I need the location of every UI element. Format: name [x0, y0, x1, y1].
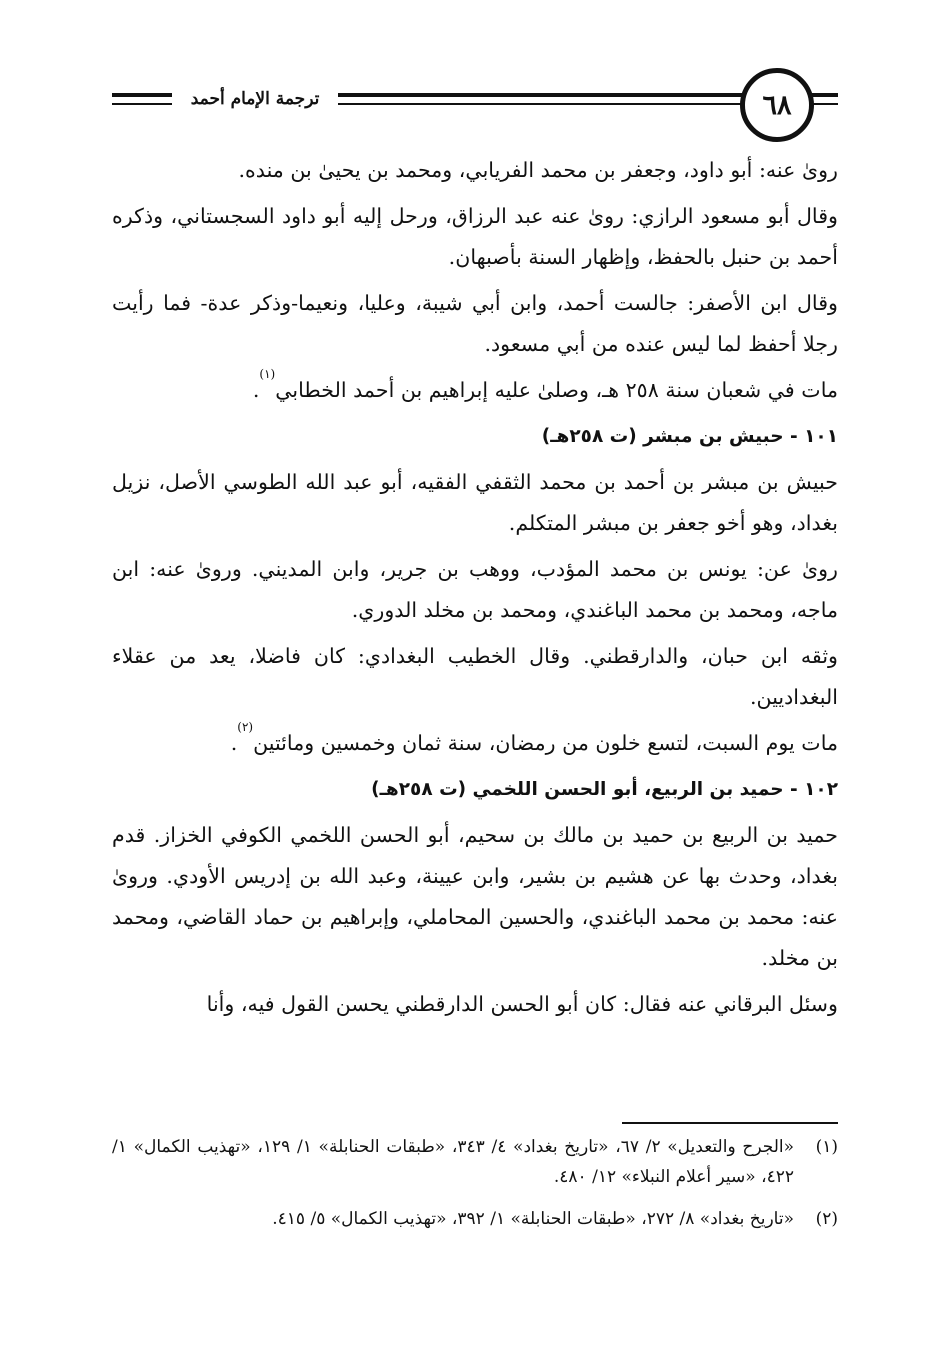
paragraph: رویٰ عنه: أبو داود، وجعفر بن محمد الفريابي، ومحمد بن يحيىٰ بن منده.: [238, 158, 838, 182]
footnotes: [112, 1132, 838, 1246]
page-number: ٦٨: [740, 68, 814, 142]
paragraph: وقال أبو مسعود الرازي: رویٰ عنه عبد الرزاق، ورحل إليه أبو داود السجستاني، وذكره أحمد بن حنبل بالحفظ، وإظهار السنة بأصبهان.: [112, 204, 838, 269]
paragraph: وقال ابن الأصفر: جالست أحمد، وابن أبي شيبة، وعليا، ونعيما-وذكر عدة- فما رأيت رجلا أحفظ لما ليس عنده من أبي مسعود.: [112, 291, 838, 356]
footnote: [112, 1204, 838, 1234]
footnote-marker: (١): [259, 367, 276, 381]
footnote-marker: (٢): [237, 720, 254, 734]
footnote-text: «الجرح والتعديل» ٢/ ٦٧، «تاريخ بغداد» ٤/ ٣٤٣، «طبقات الحنابلة» ١/ ١٢٩، «تهذيب الكمال» ١/ ٤٢٢، «سير أعلام النبلاء» ١٢/ ٤٨٠.: [112, 1137, 794, 1187]
paragraph: رویٰ عن: يونس بن محمد المؤدب، ووهب بن جرير، وابن المديني. ورویٰ عنه: ابن ماجه، ومحمد بن محمد الباغندي، ومحمد بن مخلد الدوري.: [112, 557, 838, 622]
main-text: [112, 150, 838, 1030]
footnote-number: (٢): [815, 1209, 838, 1229]
paragraph-text: مات يوم السبت، لتسع خلون من رمضان، سنة ثمان وخمسين ومائتين: [253, 731, 838, 755]
footnote-number: (١): [815, 1137, 838, 1157]
paragraph-end: .: [230, 731, 238, 755]
entry-heading: ١٠١ - حبيش بن مبشر (ت ٢٥٨هـ): [541, 426, 838, 447]
paragraph-end: .: [252, 378, 260, 402]
running-title: ترجمة الإمام أحمد: [172, 84, 338, 114]
paragraph: وثقه ابن حبان، والدارقطني. وقال الخطيب البغدادي: كان فاضلا، يعد من عقلاء البغداديين.: [112, 644, 838, 709]
footnote: [112, 1132, 838, 1192]
paragraph-text: مات في شعبان سنة ٢٥٨ هـ، وصلىٰ عليه إبراهيم بن أحمد الخطابي: [275, 378, 838, 402]
paragraph: حبيش بن مبشر بن أحمد بن محمد الثقفي الفقيه، أبو عبد الله الطوسي الأصل، نزيل بغداد، وهو أخو جعفر بن مبشر المتكلم.: [112, 470, 838, 535]
footnote-separator: [622, 1122, 838, 1124]
page-header: [0, 0, 948, 150]
footnote-text: «تاريخ بغداد» ٨/ ٢٧٢، «طبقات الحنابلة» ١/ ٣٩٢، «تهذيب الكمال» ٥/ ٤١٥.: [272, 1209, 794, 1229]
paragraph: [112, 367, 838, 411]
paragraph: وسئل البرقاني عنه فقال: كان أبو الحسن الدارقطني يحسن القول فيه، وأنا: [206, 992, 838, 1016]
paragraph: حميد بن الربيع بن حميد بن مالك بن سحيم، أبو الحسن اللخمي الكوفي الخزاز. قدم بغداد، وحدث بها عن هشيم بن بشير، وابن عيينة، وعبد الله بن إدريس الأودي. ورویٰ عنه: محمد بن محمد الباغندي، والحسين المحاملي، وإبراهيم بن حماد القاضي، ومحمد بن مخلد.: [112, 823, 838, 970]
paragraph: [112, 720, 838, 764]
entry-heading: ١٠٢ - حميد بن الربيع، أبو الحسن اللخمي (ت ٢٥٨هـ): [371, 779, 838, 800]
